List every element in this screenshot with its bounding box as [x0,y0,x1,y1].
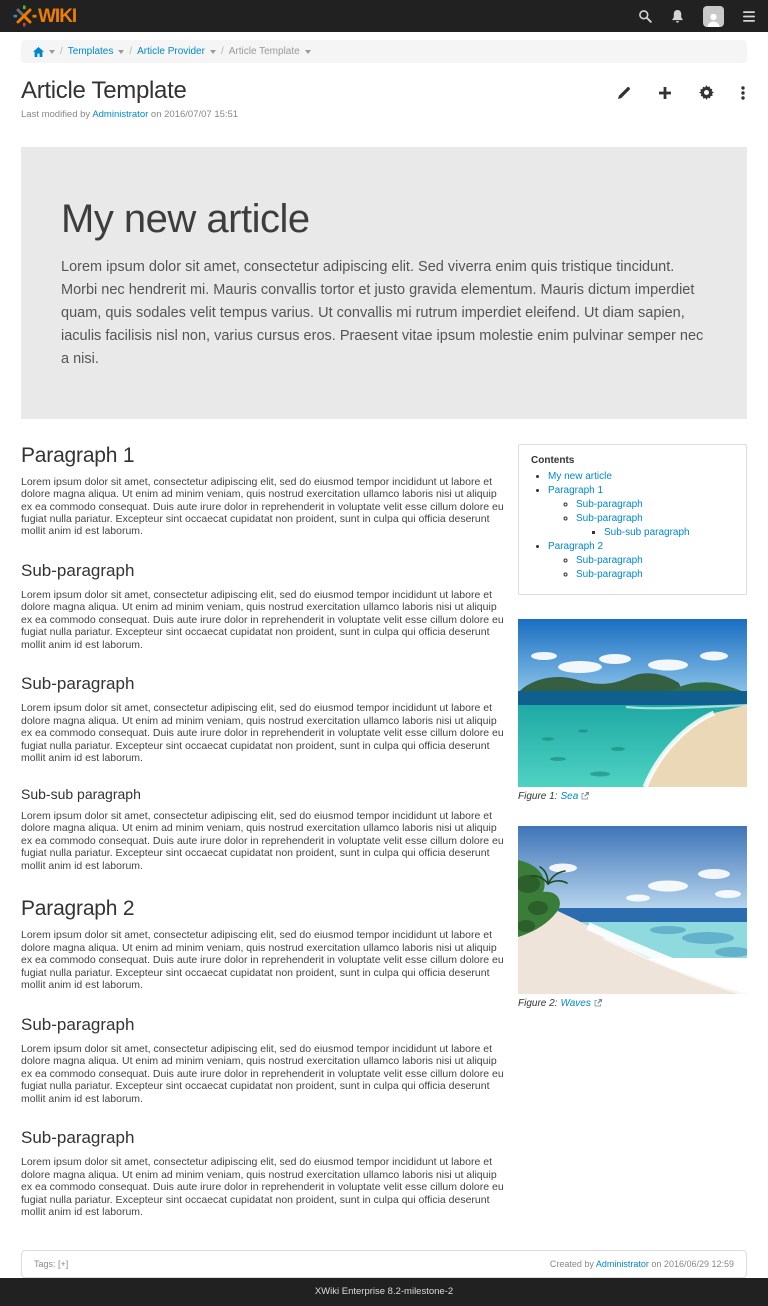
sea-beach-image [518,619,747,787]
section-heading: Sub-sub paragraph [21,785,141,802]
navbar-actions [638,6,755,27]
section-paragraph: Lorem ipsum dolor sit amet, consectetur adipiscing elit, sed do eiusmod tempor incididunt ut labore et dolore magna aliqua. Ut enim ad minim veniam, quis nostrud exercitation ullamco laboris nisi ut aliquip ex ea commodo consequat. Duis aute irure dolor in reprehenderit in voluptate velit esse cillum dolore eu fugiat nulla pariatur. Excepteur sint occaecat cupidatat non proident, sunt in culpa qui officia deserunt mollit anim id est laborum. [21,588,504,651]
article-title: My new article [61,197,310,241]
more-icon[interactable] [741,85,745,100]
xwiki-logo-text: WIKI [38,5,77,27]
toc-item [576,554,734,568]
breadcrumb [21,40,747,63]
figure-caption [518,791,747,802]
modified-prefix: Last modified by [21,109,91,120]
external-link-icon [594,999,602,1007]
modified-user-link[interactable]: Administrator [92,109,149,120]
toc-link[interactable]: Sub-paragraph [576,498,643,510]
toc-item [604,526,734,540]
add-tag-button[interactable]: [+] [58,1259,69,1270]
bell-icon[interactable] [671,9,684,23]
section-heading: Sub-paragraph [21,1014,135,1034]
chevron-down-icon[interactable] [49,50,55,54]
figure-caption-prefix: Figure 2: [518,997,558,1009]
doc-footer-bar [21,1250,747,1278]
content-area [0,419,768,1229]
toc-item [548,470,734,484]
figure-link-waves[interactable]: Waves [560,997,591,1009]
site-footer [0,1278,768,1306]
toc-link[interactable]: Paragraph 2 [548,540,604,552]
created-suffix: on 2016/06/29 12:59 [651,1259,734,1270]
person-icon [706,12,721,27]
toc-link[interactable]: Sub-paragraph [576,568,643,580]
contents-title: Contents [531,454,575,466]
settings-icon[interactable] [699,85,714,100]
toc-list [531,470,734,582]
menu-icon[interactable] [743,11,755,22]
toc-item [576,568,734,582]
figure-sea [518,619,747,802]
breadcrumb-item: Article Template [228,46,300,57]
figure-waves [518,826,747,1009]
sidebar [518,419,747,1009]
last-modified [0,105,768,120]
section-paragraph: Lorem ipsum dolor sit amet, consectetur adipiscing elit, sed do eiusmod tempor incididunt ut labore et dolore magna aliqua. Ut enim ad minim veniam, quis nostrud exercitation ullamco laboris nisi ut aliquip ex ea commodo consequat. Duis aute irure dolor in reprehenderit in voluptate velit esse cillum dolore eu fugiat nulla pariatur. Excepteur sint occaecat cupidatat non proident, sunt in culpa qui officia deserunt mollit anim id est laborum. [21,809,504,872]
section-heading: Paragraph 2 [21,897,135,921]
section-paragraph: Lorem ipsum dolor sit amet, consectetur adipiscing elit, sed do eiusmod tempor incididunt ut labore et dolore magna aliqua. Ut enim ad minim veniam, quis nostrud exercitation ullamco laboris nisi ut aliquip ex ea commodo consequat. Duis aute irure dolor in reprehenderit in voluptate velit esse cillum dolore eu fugiat nulla pariatur. Excepteur sint occaecat cupidatat non proident, sunt in culpa qui officia deserunt mollit anim id est laborum. [21,1042,504,1105]
home-icon[interactable] [33,47,44,57]
article-summary-text: Lorem ipsum dolor sit amet, consectetur adipiscing elit. Sed viverra enim quis tristique tincidunt. Morbi nec hendrerit mi. Mauris convallis tortor et justo gravida elementum. Mauris dictum imperdiet quam, quis sodales velit tempus varius. Ut convallis mi rutrum imperdiet eleifend. Ut diam sapien, iaculis facilisis nisl non, varius cursus eros. Praesent vitae ipsum molestie enim pulvinar semper nec a nisi. [61,259,704,367]
breadcrumb-item[interactable]: Article Provider [137,46,205,57]
chevron-down-icon[interactable] [118,50,124,54]
article-sections [21,419,504,1229]
toc-link[interactable]: Paragraph 1 [548,484,604,496]
version-text: XWiki Enterprise 8.2-milestone-2 [314,1286,454,1298]
figure-caption-prefix: Figure 1: [518,790,558,802]
toc-item [576,512,734,526]
section-heading: Sub-paragraph [21,674,135,694]
tags-label: Tags: [34,1259,56,1270]
search-icon[interactable] [638,9,652,23]
edit-icon[interactable] [617,85,631,100]
title-bar [0,63,768,105]
toc-link[interactable]: Sub-paragraph [576,512,643,524]
article-summary-box [21,147,747,419]
created-info [550,1259,734,1269]
user-avatar[interactable] [703,6,724,27]
tags-area [34,1259,68,1269]
toc-item [576,498,734,512]
section-paragraph: Lorem ipsum dolor sit amet, consectetur adipiscing elit, sed do eiusmod tempor incididunt ut labore et dolore magna aliqua. Ut enim ad minim veniam, quis nostrud exercitation ullamco laboris nisi ut aliquip ex ea commodo consequat. Duis aute irure dolor in reprehenderit in voluptate velit esse cillum dolore eu fugiat nulla pariatur. Excepteur sint occaecat cupidatat non proident, sunt in culpa qui officia deserunt mollit anim id est laborum. [21,929,504,992]
toc-item [548,540,734,554]
breadcrumb-item[interactable]: Templates [67,46,114,57]
created-prefix: Created by [549,1259,594,1270]
chevron-down-icon[interactable] [210,50,216,54]
section-paragraph: Lorem ipsum dolor sit amet, consectetur adipiscing elit, sed do eiusmod tempor incididunt ut labore et dolore magna aliqua. Ut enim ad minim veniam, quis nostrud exercitation ullamco laboris nisi ut aliquip ex ea commodo consequat. Duis aute irure dolor in reprehenderit in voluptate velit esse cillum dolore eu fugiat nulla pariatur. Excepteur sint occaecat cupidatat non proident, sunt in culpa qui officia deserunt mollit anim id est laborum. [21,1156,504,1218]
xwiki-x-icon [13,5,37,27]
breadcrumb-separator: / [129,46,133,57]
contents-panel [518,444,747,595]
external-link-icon [581,792,589,800]
toc-link[interactable]: My new article [548,470,612,482]
breadcrumb-separator: / [220,46,224,57]
modified-suffix: on 2016/07/07 15:51 [150,109,239,120]
section-paragraph: Lorem ipsum dolor sit amet, consectetur adipiscing elit, sed do eiusmod tempor incididunt ut labore et dolore magna aliqua. Ut enim ad minim veniam, quis nostrud exercitation ullamco laboris nisi ut aliquip ex ea commodo consequat. Duis aute irure dolor in reprehenderit in voluptate velit esse cillum dolore eu fugiat nulla pariatur. Excepteur sint occaecat cupidatat non proident, sunt in culpa qui officia deserunt mollit anim id est laborum. [21,475,504,538]
page-actions [617,85,747,100]
section-heading: Sub-paragraph [21,560,135,580]
xwiki-logo[interactable] [13,5,76,27]
waves-beach-image [518,826,747,994]
chevron-down-icon[interactable] [305,50,311,54]
toc-item [548,484,734,498]
section-paragraph: Lorem ipsum dolor sit amet, consectetur adipiscing elit, sed do eiusmod tempor incididunt ut labore et dolore magna aliqua. Ut enim ad minim veniam, quis nostrud exercitation ullamco laboris nisi ut aliquip ex ea commodo consequat. Duis aute irure dolor in reprehenderit in voluptate velit esse cillum dolore eu fugiat nulla pariatur. Excepteur sint occaecat cupidatat non proident, sunt in culpa qui officia deserunt mollit anim id est laborum. [21,702,504,765]
figure-caption [518,998,747,1009]
page-title: Article Template [21,77,187,104]
top-navbar [0,0,768,32]
section-heading: Sub-paragraph [21,1128,135,1148]
add-icon[interactable] [658,85,672,100]
figure-link-sea[interactable]: Sea [560,790,579,802]
toc-link[interactable]: Sub-paragraph [576,554,643,566]
breadcrumb-separator: / [60,46,63,57]
section-heading: Paragraph 1 [21,443,135,467]
created-user-link[interactable]: Administrator [595,1259,649,1270]
toc-link[interactable]: Sub-sub paragraph [604,526,690,538]
